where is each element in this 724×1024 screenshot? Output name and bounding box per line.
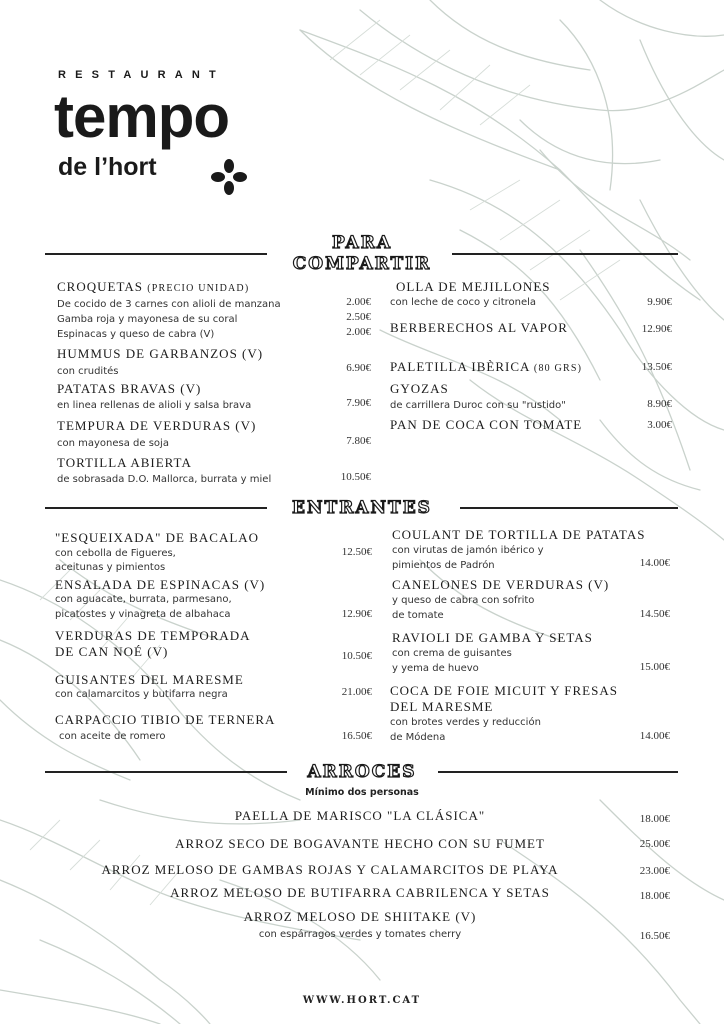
menu-item-gyozas: GYOZAS de carrillera Duroc con su "rustido" bbox=[390, 381, 566, 411]
menu-item-guisantes: GUISANTES DEL MARESME con calamarcitos y butifarra negra bbox=[55, 672, 244, 700]
price: 14.00€ bbox=[639, 557, 670, 569]
divider-right bbox=[460, 507, 678, 509]
arroces-note: Mínimo dos personas bbox=[305, 787, 419, 798]
divider-left bbox=[45, 253, 267, 255]
menu-item-ravioli: RAVIOLI DE GAMBA Y SETAS con crema de guisantes y yema de huevo bbox=[392, 630, 593, 674]
section-title-entrantes: ENTRANTES bbox=[292, 498, 432, 518]
price: 2.50€ bbox=[346, 311, 371, 323]
section-title-arroces: ARROCES bbox=[307, 762, 417, 782]
price: 18.00€ bbox=[639, 890, 670, 902]
divider-right bbox=[452, 253, 678, 255]
price: 15.00€ bbox=[639, 661, 670, 673]
menu-item-coca-foie: COCA DE FOIE MICUIT Y FRESAS DEL MARESME con brotes verdes y reducción de Módena bbox=[390, 683, 618, 743]
menu-item-tortilla: TORTILLA ABIERTA de sobrasada D.O. Mallorca, burrata y miel bbox=[57, 455, 272, 485]
price: 8.90€ bbox=[647, 398, 672, 410]
price: 14.50€ bbox=[639, 608, 670, 620]
menu-item-verduras-temporada: VERDURAS DE TEMPORADA DE CAN NOÉ (V) bbox=[55, 628, 251, 659]
divider-right bbox=[438, 771, 678, 773]
arroz-item: ARROZ MELOSO DE GAMBAS ROJAS Y CALAMARCITOS DE PLAYA bbox=[101, 862, 559, 877]
price: 13.50€ bbox=[641, 361, 672, 373]
price: 3.00€ bbox=[647, 419, 672, 431]
menu-item-carpaccio: CARPACCIO TIBIO DE TERNERA con aceite de romero bbox=[55, 712, 276, 742]
price: 9.90€ bbox=[647, 296, 672, 308]
menu-item-berberechos: BERBERECHOS AL VAPOR bbox=[390, 320, 568, 335]
restaurant-kicker: RESTAURANT bbox=[58, 69, 225, 81]
price: 16.50€ bbox=[639, 930, 670, 942]
divider-left bbox=[45, 771, 287, 773]
menu-item-pan-coca: PAN DE COCA CON TOMATE bbox=[390, 417, 583, 432]
price: 10.50€ bbox=[340, 471, 371, 483]
price: 18.00€ bbox=[639, 813, 670, 825]
price: 7.80€ bbox=[346, 435, 371, 447]
price: 23.00€ bbox=[639, 865, 670, 877]
menu-item-tempura: TEMPURA DE VERDURAS (V) con mayonesa de soja bbox=[57, 418, 257, 449]
arroz-item: ARROZ SECO DE BOGAVANTE HECHO CON SU FUMET bbox=[175, 836, 545, 851]
price: 2.00€ bbox=[346, 326, 371, 338]
menu-item-esqueixada: "ESQUEIXADA" DE BACALAO con cebolla de Figueres, aceitunas y pimientos bbox=[55, 530, 260, 573]
menu-item-canelones: CANELONES DE VERDURAS (V) y queso de cabra con sofrito de tomate bbox=[392, 577, 610, 621]
restaurant-subtitle: de l’hort bbox=[58, 153, 157, 181]
price: 2.00€ bbox=[346, 296, 371, 308]
divider-left bbox=[45, 507, 267, 509]
price: 12.90€ bbox=[641, 323, 672, 335]
menu-item-paletilla: PALETILLA IBÈRICA (80 GRS) bbox=[390, 359, 583, 374]
menu-item-hummus: HUMMUS DE GARBANZOS (V) con crudités bbox=[57, 346, 264, 377]
menu-item-mejillones: OLLA DE MEJILLONES con leche de coco y citronela bbox=[390, 279, 551, 308]
menu-item-ensalada: ENSALADA DE ESPINACAS (V) con aguacate, burrata, parmesano, picatostes y vinagreta de albahaca bbox=[55, 577, 266, 620]
arroz-item: ARROZ MELOSO DE SHIITAKE (V) con espárragos verdes y tomates cherry bbox=[243, 909, 477, 940]
price: 16.50€ bbox=[341, 730, 372, 742]
price: 25.00€ bbox=[639, 838, 670, 850]
arroz-item: ARROZ MELOSO DE BUTIFARRA CABRILENCA Y SETAS bbox=[170, 885, 550, 900]
price: 12.90€ bbox=[341, 608, 372, 620]
price: 10.50€ bbox=[341, 650, 372, 662]
menu-item-bravas: PATATAS BRAVAS (V) en linea rellenas de alioli y salsa brava bbox=[57, 381, 252, 411]
price: 21.00€ bbox=[341, 686, 372, 698]
section-title-compartir-1: PARA bbox=[331, 233, 393, 253]
price: 6.90€ bbox=[346, 362, 371, 374]
arroz-item: PAELLA DE MARISCO "LA CLÁSICA" bbox=[234, 808, 486, 823]
menu-item-croquetas: CROQUETAS (PRECIO UNIDAD) De cocido de 3 carnes con alioli de manzana Gamba roja y mayonesa de su coral Espinacas y queso de cabra (V) bbox=[57, 279, 281, 340]
section-title-compartir-2: COMPARTIR bbox=[292, 254, 432, 274]
price: 14.00€ bbox=[639, 730, 670, 742]
price: 12.50€ bbox=[341, 546, 372, 558]
restaurant-name: tempo bbox=[54, 83, 229, 150]
four-petal-flower-icon bbox=[211, 159, 247, 195]
menu-item-coulant: COULANT DE TORTILLA DE PATATAS con virutas de jamón ibérico y pimientos de Padrón bbox=[392, 527, 646, 571]
website-link[interactable]: WWW.HORT.CAT bbox=[302, 995, 422, 1006]
price: 7.90€ bbox=[346, 397, 371, 409]
